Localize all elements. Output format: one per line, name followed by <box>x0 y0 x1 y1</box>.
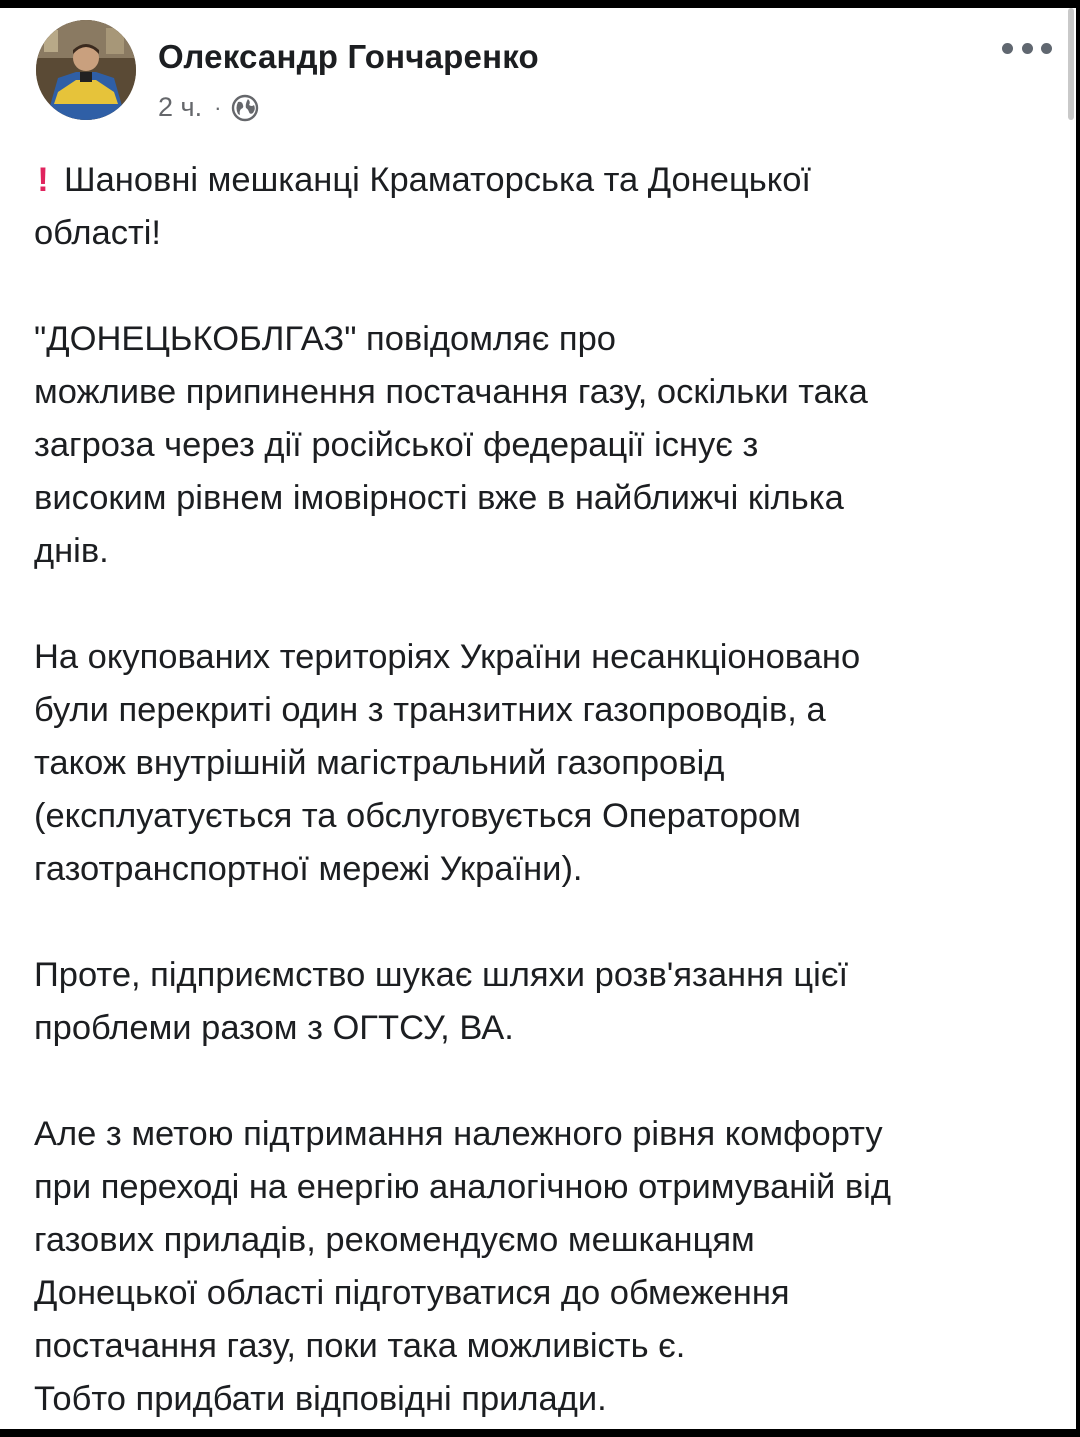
profile-photo <box>36 20 136 120</box>
post-timestamp[interactable]: 2 ч. <box>158 92 203 122</box>
author-avatar[interactable] <box>36 20 136 120</box>
author-name[interactable]: Олександр Гончаренко <box>158 38 539 75</box>
post-header <box>36 18 1076 128</box>
ellipsis-dot <box>1002 43 1013 54</box>
ellipsis-dot <box>1022 43 1033 54</box>
post-card <box>0 8 1076 1429</box>
post-paragraph-5: Але з метою підтримання належного рівня комфорту при переході на енергію аналогічною отримуваній від газових приладів, рекомендуємо мешканцям Донецької області підготуватися до обмеження постачання газу, поки така можливість є. Тобто придбати відповідні прилади. <box>34 1115 891 1418</box>
post-paragraph-4: Проте, підприємство шукає шляхи розв'язання цієї проблеми разом з ОГТСУ, ВА. <box>34 956 849 1047</box>
post-meta <box>158 92 259 123</box>
scrollbar[interactable] <box>1068 8 1074 120</box>
meta-separator: · <box>214 94 222 120</box>
post-text <box>34 154 1054 1429</box>
post-paragraph-3: На окупованих територіях України несанкціоновано були перекриті один з транзитних газопроводів, а також внутрішній магістральний газопровід (експлуатується та обслуговується Оператором газотранспортної мережі України). <box>34 638 861 888</box>
post-paragraph-2: "ДОНЕЦЬКОБЛГАЗ" повідомляє про можливе припинення постачання газу, оскільки така загроза через дії російської федерації існує з високим рівнем імовірності вже в найближчі кілька днів. <box>34 320 868 570</box>
ellipsis-dot <box>1041 43 1052 54</box>
paragraph-text: Шановні мешканці Краматорська та Донецької області! <box>34 161 811 252</box>
post-paragraph-1 <box>34 154 1054 260</box>
globe-icon[interactable] <box>231 94 259 122</box>
ellipsis-icon[interactable] <box>1002 36 1052 60</box>
red-exclamation-icon: ! <box>37 161 49 199</box>
